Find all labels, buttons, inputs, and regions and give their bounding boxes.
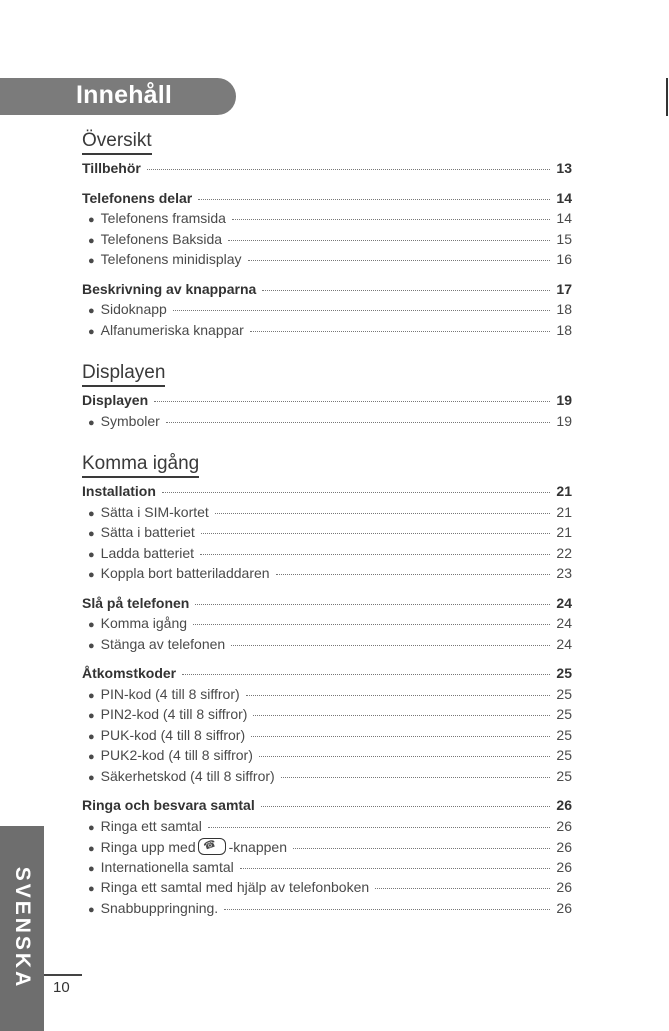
entry-label-text: Symboler (100, 412, 160, 429)
page-ref: 22 (556, 544, 572, 561)
page-ref: 25 (556, 726, 572, 743)
bullet-icon: ● (88, 751, 95, 763)
entry-label-text: Sätta i batteriet (100, 524, 195, 540)
bullet-icon: ● (88, 639, 95, 652)
page-ref: 26 (556, 879, 572, 895)
dot-leader (276, 573, 550, 575)
entry-label-text: Komma igång (100, 615, 188, 631)
page-ref: 21 (556, 483, 572, 499)
entry-label (101, 636, 226, 652)
toc-group (82, 160, 572, 181)
dot-leader (232, 218, 550, 220)
entry-label-text: Åtkomstkoder (82, 665, 177, 681)
bullet-icon: ● (88, 730, 95, 743)
toc-entry[interactable] (82, 595, 572, 616)
section-title: Översikt (82, 130, 152, 155)
toc-group (82, 595, 572, 657)
entry-label-text: Telefonens delar (82, 189, 193, 206)
entry-label-text: Slå på telefonen (82, 594, 190, 611)
entry-label-text: Ringa upp med (100, 839, 196, 855)
entry-label-text: Telefonens Baksida (100, 230, 223, 247)
toc-subentry[interactable] (82, 615, 572, 636)
bullet-icon: ● (88, 821, 95, 834)
entry-label (101, 545, 194, 561)
entry-label (101, 322, 244, 338)
page-ref: 16 (556, 251, 572, 267)
bullet-icon: ● (88, 883, 95, 895)
entry-label (82, 160, 141, 176)
toc-entry[interactable] (82, 665, 572, 686)
entry-label-text: PIN2-kod (4 till 8 siffror) (100, 706, 248, 722)
section-title: Komma igång (82, 453, 199, 478)
entry-label (101, 900, 219, 916)
page-ref: 26 (556, 899, 572, 916)
entry-label (101, 504, 209, 520)
dot-leader (215, 512, 550, 514)
toc-entry[interactable] (82, 392, 572, 413)
toc-subentry[interactable] (82, 524, 572, 545)
bullet-icon: ● (88, 619, 95, 631)
entry-label (82, 190, 192, 206)
toc-entry[interactable] (82, 483, 572, 504)
bullet-icon: ● (88, 569, 95, 581)
toc-subentry[interactable] (82, 301, 572, 322)
dot-leader (201, 532, 550, 534)
entry-label-text: PUK-kod (4 till 8 siffror) (100, 726, 246, 743)
entry-label (101, 879, 370, 895)
entry-label (101, 706, 248, 722)
entry-label-text: Ringa ett samtal (100, 817, 202, 834)
toc-subentry[interactable] (82, 231, 572, 252)
page-ref: 24 (556, 635, 572, 652)
toc-subentry[interactable] (82, 818, 572, 839)
entry-label (82, 665, 176, 681)
bullet-icon: ● (88, 548, 95, 561)
dot-leader (248, 259, 550, 261)
edge-rule (666, 78, 668, 116)
section-title: Displayen (82, 362, 165, 387)
table-of-contents (82, 130, 572, 940)
entry-label (82, 392, 148, 408)
page-ref: 19 (556, 412, 572, 429)
entry-label (82, 281, 256, 297)
dot-leader (253, 714, 550, 716)
entry-label (101, 818, 202, 834)
dot-leader (193, 623, 550, 625)
toc-group (82, 483, 572, 586)
entry-label-text: Snabbuppringning. (100, 899, 219, 916)
page-ref: 25 (556, 706, 572, 722)
entry-label-text: PUK2-kod (4 till 8 siffror) (100, 747, 253, 763)
toc-subentry[interactable] (82, 900, 572, 921)
toc-subentry[interactable] (82, 686, 572, 707)
bullet-icon: ● (88, 507, 95, 520)
toc-section (82, 362, 572, 433)
page-ref: 23 (556, 565, 572, 581)
dot-leader (259, 755, 550, 757)
toc-subentry[interactable] (82, 838, 572, 859)
bullet-icon: ● (88, 325, 95, 338)
entry-label-suffix: -knappen (228, 839, 287, 855)
entry-label (101, 524, 195, 540)
toc-subentry[interactable] (82, 636, 572, 657)
handset-key-icon: ☎ (198, 838, 226, 855)
bullet-icon: ● (88, 862, 95, 875)
bullet-icon: ● (88, 234, 95, 247)
entry-label-text: Ringa ett samtal med hjälp av telefonboken (100, 879, 370, 895)
entry-label-text: PIN-kod (4 till 8 siffror) (100, 685, 240, 702)
page-ref: 15 (556, 230, 572, 247)
toc-group (82, 281, 572, 343)
page-ref: 13 (556, 160, 572, 176)
dot-leader (246, 694, 550, 696)
toc-subentry[interactable] (82, 727, 572, 748)
page-number: 10 (53, 979, 70, 996)
toc-subentry[interactable] (82, 706, 572, 727)
entry-label (101, 838, 287, 855)
language-label: SVENSKA (11, 866, 34, 990)
dot-leader (240, 867, 550, 869)
dot-leader (198, 198, 550, 200)
entry-label (101, 615, 187, 631)
toc-subentry[interactable] (82, 413, 572, 434)
entry-label (101, 747, 253, 763)
toc-subentry[interactable] (82, 251, 572, 272)
entry-label (101, 859, 234, 875)
entry-label-text: Telefonens framsida (100, 210, 226, 226)
dot-leader (293, 847, 550, 849)
toc-section (82, 453, 572, 920)
toc-group (82, 797, 572, 920)
dot-leader (262, 289, 550, 291)
entry-label-text: Ringa och besvara samtal (82, 797, 255, 813)
toc-subentry[interactable] (82, 545, 572, 566)
toc-subentry[interactable] (82, 504, 572, 525)
page-ref: 17 (556, 280, 572, 297)
entry-label-text: Sätta i SIM-kortet (100, 503, 209, 520)
entry-label-text: Displayen (82, 392, 149, 408)
toc-subentry[interactable] (82, 859, 572, 880)
bullet-icon: ● (88, 416, 95, 429)
dot-leader (228, 239, 550, 241)
toc-group (82, 190, 572, 272)
page-ref: 26 (556, 817, 572, 834)
entry-label (101, 231, 222, 247)
entry-label-text: Säkerhetskod (4 till 8 siffror) (100, 767, 275, 784)
toc-subentry[interactable] (82, 322, 572, 343)
entry-label (101, 413, 160, 429)
toc-entry[interactable] (82, 797, 572, 818)
dot-leader (147, 168, 550, 170)
entry-label (101, 727, 245, 743)
page-ref: 24 (556, 594, 572, 611)
bullet-icon: ● (88, 843, 95, 855)
bullet-icon: ● (88, 903, 95, 916)
dot-leader (224, 908, 550, 910)
page-ref: 25 (556, 767, 572, 784)
entry-label-text: Koppla bort batteriladdaren (100, 565, 270, 581)
dot-leader (251, 735, 550, 737)
dot-leader (208, 826, 550, 828)
toc-section (82, 130, 572, 342)
entry-label (101, 210, 226, 226)
toc-entry[interactable] (82, 281, 572, 302)
toc-subentry[interactable] (82, 879, 572, 900)
toc-group (82, 392, 572, 433)
toc-entry[interactable] (82, 160, 572, 181)
entry-label-text: Internationella samtal (100, 858, 234, 875)
page-title: Innehåll (76, 81, 173, 109)
page-ref: 25 (556, 685, 572, 702)
page-ref: 26 (556, 839, 572, 855)
dot-leader (166, 421, 550, 423)
page-ref: 18 (556, 301, 572, 317)
entry-label-text: Ladda batteriet (100, 544, 195, 561)
toc-subentry[interactable] (82, 565, 572, 586)
bullet-icon: ● (88, 305, 95, 317)
page-ref: 19 (556, 392, 572, 408)
dot-leader (375, 887, 550, 889)
entry-label-text: Sidoknapp (100, 301, 167, 317)
dot-leader (261, 805, 550, 807)
entry-label (101, 251, 242, 267)
dot-leader (250, 330, 550, 332)
dot-leader (281, 776, 550, 778)
entry-label (101, 768, 275, 784)
dot-leader (162, 491, 550, 493)
page-ref: 21 (556, 524, 572, 540)
bullet-icon: ● (88, 255, 95, 267)
header-tab (0, 78, 236, 115)
dot-leader (154, 400, 550, 402)
toc-subentry[interactable] (82, 747, 572, 768)
bullet-icon: ● (88, 771, 95, 784)
entry-label-text: Telefonens minidisplay (100, 251, 242, 267)
toc-subentry[interactable] (82, 768, 572, 789)
entry-label (82, 595, 189, 611)
page-ref: 18 (556, 321, 572, 338)
dot-leader (173, 309, 550, 311)
entry-label (101, 565, 270, 581)
entry-label-text: Installation (82, 483, 156, 499)
entry-label-text: Stänga av telefonen (100, 635, 226, 652)
page-ref: 24 (556, 615, 572, 631)
page-ref: 26 (556, 797, 572, 813)
page-ref: 25 (556, 747, 572, 763)
page-ref: 26 (556, 858, 572, 875)
dot-leader (231, 644, 550, 646)
page-ref: 25 (556, 665, 572, 681)
entry-label (82, 483, 156, 499)
entry-label-text: Beskrivning av knapparna (82, 280, 257, 297)
page-ref: 21 (556, 503, 572, 520)
entry-label-text: Tillbehör (82, 160, 141, 176)
entry-label (101, 686, 240, 702)
bullet-icon: ● (88, 689, 95, 702)
toc-group (82, 665, 572, 788)
page-ref: 14 (556, 210, 572, 226)
toc-subentry[interactable] (82, 210, 572, 231)
page-number-rule (44, 974, 82, 976)
entry-label-text: Alfanumeriska knappar (100, 321, 244, 338)
entry-label (101, 301, 167, 317)
entry-label (82, 797, 255, 813)
dot-leader (195, 603, 550, 605)
bullet-icon: ● (88, 214, 95, 226)
bullet-icon: ● (88, 710, 95, 722)
toc-entry[interactable] (82, 190, 572, 211)
bullet-icon: ● (88, 528, 95, 540)
dot-leader (182, 673, 550, 675)
dot-leader (200, 553, 550, 555)
page-ref: 14 (556, 189, 572, 206)
